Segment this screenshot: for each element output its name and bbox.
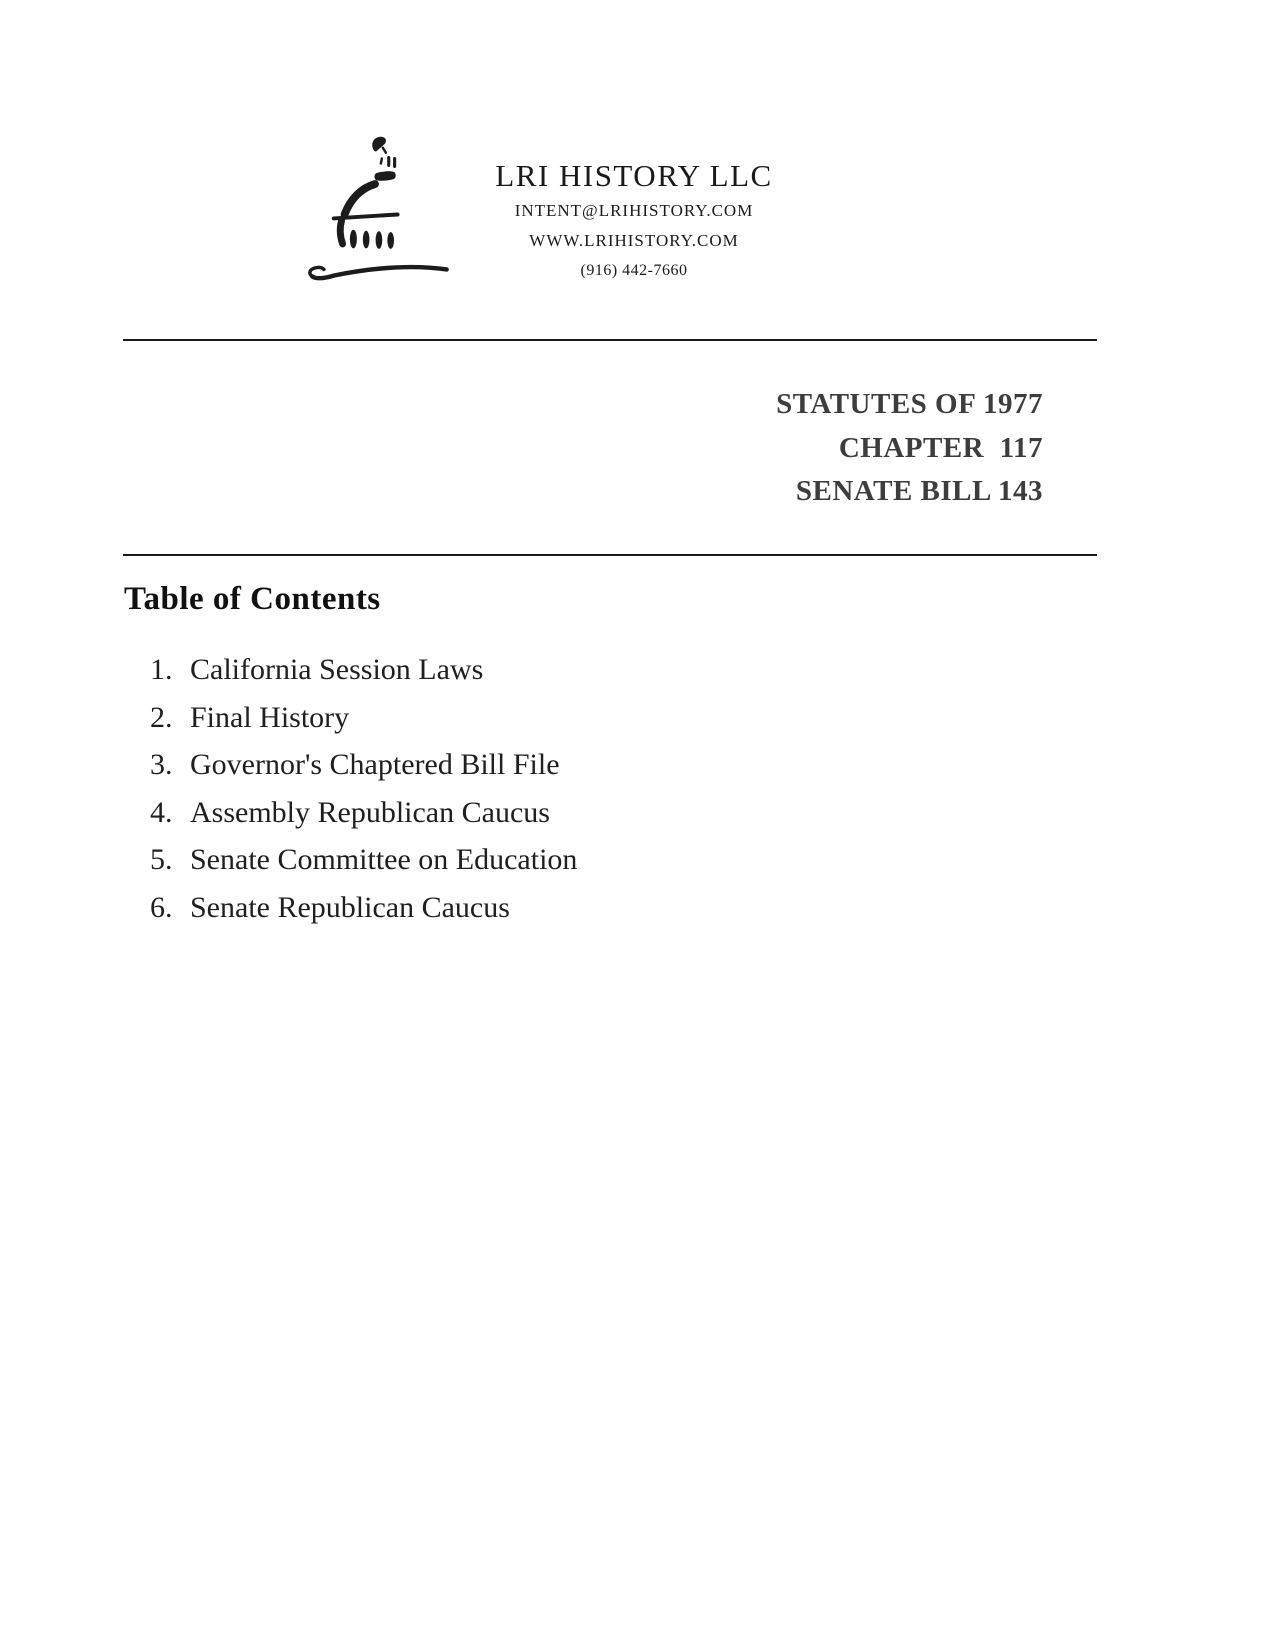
toc-item-number: 5. bbox=[150, 843, 173, 877]
toc-item-label: California Session Laws bbox=[190, 653, 484, 686]
toc-item bbox=[150, 891, 850, 939]
letterhead bbox=[434, 156, 834, 286]
toc-item-label: Senate Committee on Education bbox=[190, 843, 578, 877]
toc-item-label: Governor's Chaptered Bill File bbox=[190, 748, 560, 782]
toc-title: Table of Contents bbox=[124, 581, 381, 617]
toc-item bbox=[150, 701, 850, 749]
bill-reference-block bbox=[776, 383, 1043, 514]
senate-bill-line: SENATE BILL 143 bbox=[795, 475, 1043, 507]
chapter-line: CHAPTER 117 bbox=[838, 431, 1043, 464]
company-phone: (916) 442-7660 bbox=[580, 262, 688, 279]
toc-item bbox=[150, 843, 850, 891]
toc-item bbox=[150, 748, 850, 796]
toc-item-label: Final History bbox=[190, 700, 350, 734]
toc-item bbox=[150, 653, 850, 701]
capitol-dome-icon bbox=[298, 134, 450, 296]
toc-item-label: Assembly Republican Caucus bbox=[190, 795, 550, 829]
divider-bottom bbox=[123, 554, 1097, 556]
divider-top bbox=[123, 339, 1097, 341]
company-website: WWW.LRIHISTORY.COM bbox=[529, 231, 739, 250]
company-email: INTENT@LRIHISTORY.COM bbox=[514, 201, 754, 220]
toc-item bbox=[150, 796, 850, 844]
toc-item-number: 1. bbox=[150, 653, 173, 686]
toc-list bbox=[150, 653, 850, 939]
statutes-line: STATUTES OF 1977 bbox=[776, 388, 1043, 420]
toc-item-number: 4. bbox=[150, 795, 173, 829]
toc-item-number: 2. bbox=[150, 700, 173, 734]
toc-item-number: 6. bbox=[150, 890, 173, 924]
company-name: LRI HISTORY LLC bbox=[495, 158, 773, 193]
toc-item-number: 3. bbox=[150, 748, 173, 782]
toc-item-label: Senate Republican Caucus bbox=[190, 890, 510, 924]
